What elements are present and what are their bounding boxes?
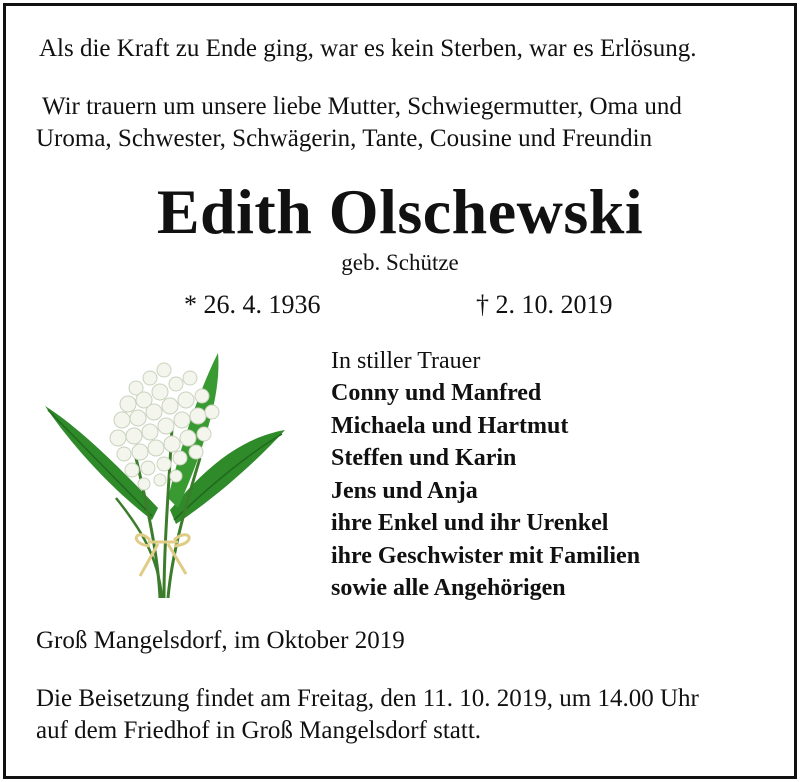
mourner-entry: ihre Enkel und ihr Urenkel — [331, 510, 609, 536]
mourner-entry: Michaela und Hartmut — [331, 412, 569, 439]
mourner-entry: sowie alle Angehörigen — [331, 575, 566, 601]
deceased-name: Edith Olschewski — [156, 176, 644, 247]
birth-name: geb. Schütze — [341, 250, 459, 275]
mourner-entry: ihre Geschwister mit Familien — [331, 542, 641, 569]
obituary-notice — [3, 3, 797, 779]
mourner-entry: Steffen und Karin — [331, 445, 517, 471]
mourner-entry: Conny und Manfred — [331, 380, 542, 406]
motto-text: Als die Kraft zu Ende ging, war es kein Sterben, war es Erlösung. — [39, 35, 697, 62]
mourning-intro: In stiller Trauer — [331, 348, 481, 374]
mourners-list — [331, 346, 640, 605]
burial-info-line-1: Die Beisetzung findet am Freitag, den 11. 10. 2019, um 14.00 Uhr — [36, 685, 699, 712]
place-date: Groß Mangelsdorf, im Oktober 2019 — [36, 627, 405, 654]
intro-text-line-1: Wir trauern um unsere liebe Mutter, Schwiegermutter, Oma und — [42, 93, 682, 120]
lily-of-the-valley-bouquet-icon — [40, 348, 290, 603]
mourner-entry: Jens und Anja — [331, 477, 478, 504]
birth-date: * 26. 4. 1936 — [184, 290, 321, 319]
intro-text-line-2: Uroma, Schwester, Schwägerin, Tante, Cousine und Freundin — [36, 125, 653, 152]
death-date: † 2. 10. 2019 — [476, 290, 613, 319]
burial-info-line-2: auf dem Friedhof in Groß Mangelsdorf statt. — [36, 717, 482, 744]
